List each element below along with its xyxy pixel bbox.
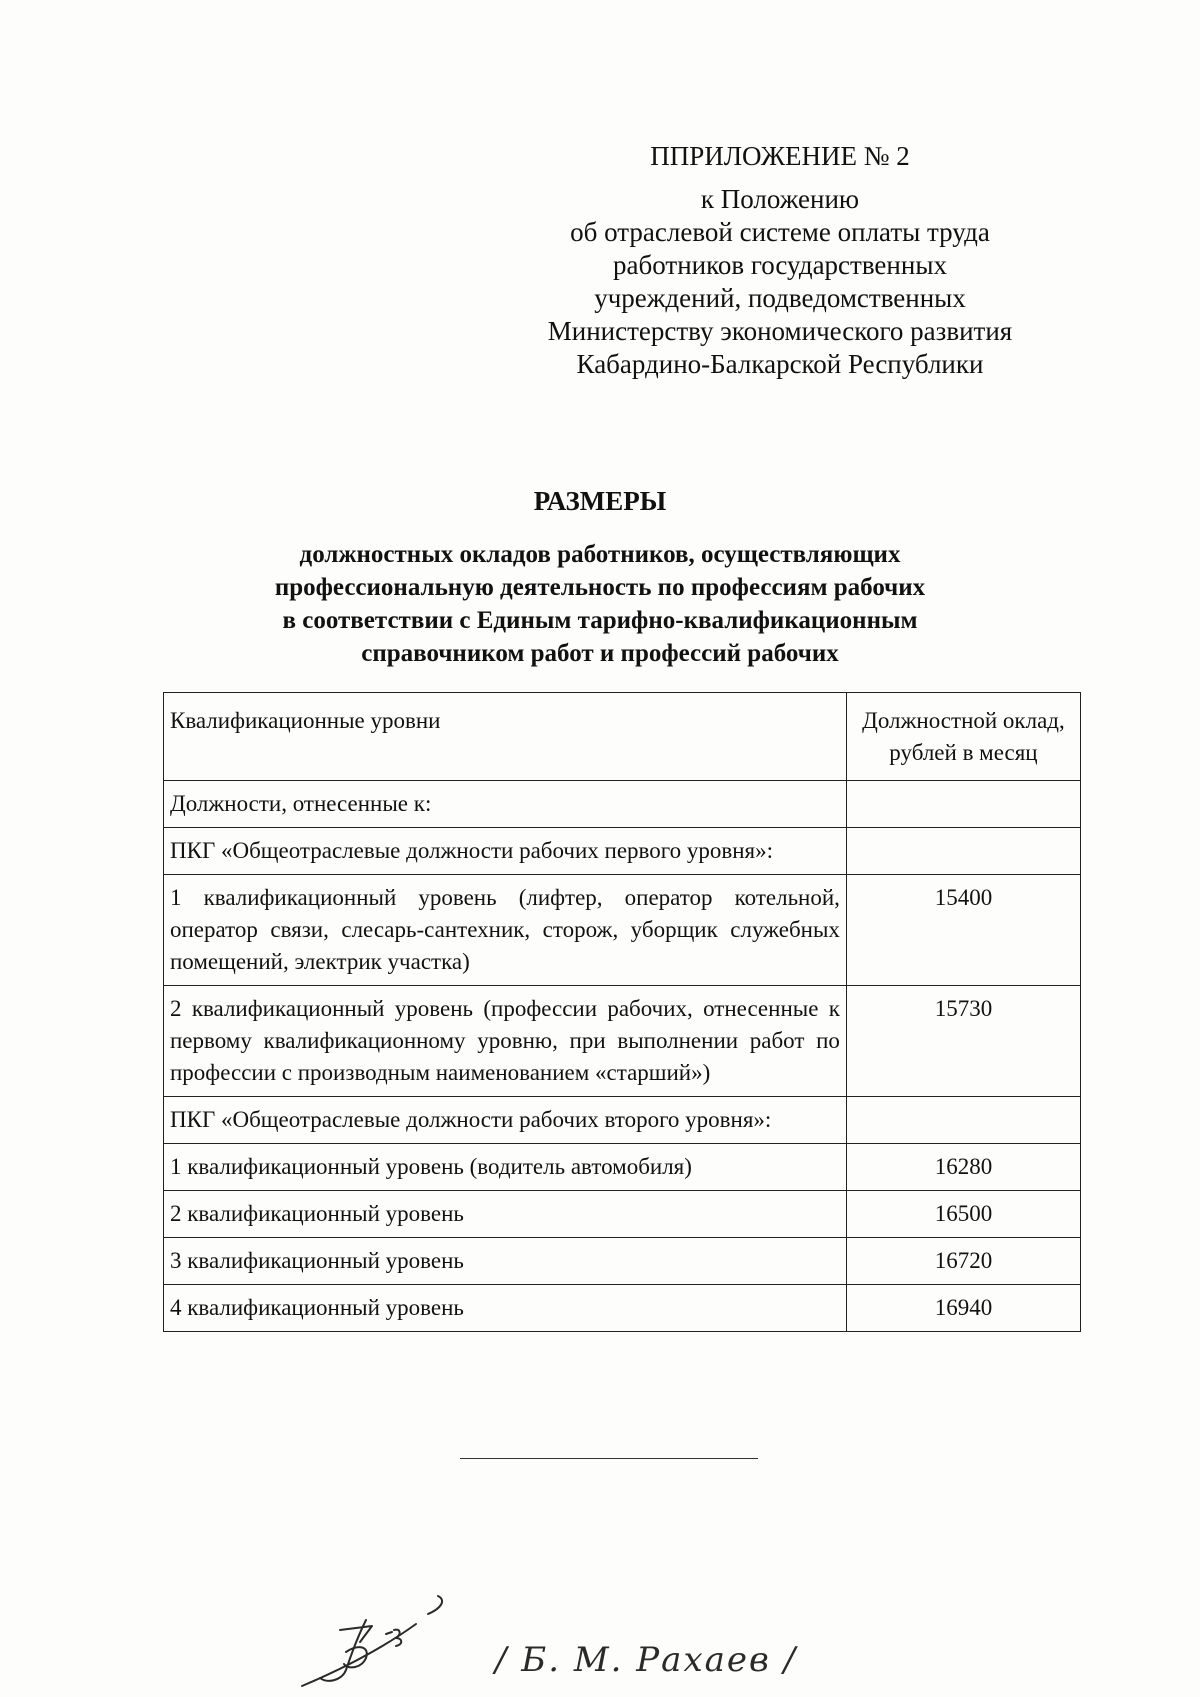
table-row <box>164 1097 1081 1144</box>
table-row <box>164 1144 1081 1191</box>
document-subtitle-line: в соответствии с Единым тарифно-квалификационным <box>282 607 918 634</box>
table-row <box>164 1238 1081 1285</box>
document-subtitle-line: справочником работ и профессий рабочих <box>361 640 839 667</box>
header-qualification-levels: Квалификационные уровни <box>164 693 847 781</box>
row-description: 2 квалификационный уровень <box>164 1191 847 1238</box>
row-salary-value <box>846 781 1080 828</box>
header-salary-line: Должностной оклад, <box>862 708 1065 733</box>
row-description: ПКГ «Общеотраслевые должности рабочих первого уровня»: <box>164 828 847 875</box>
row-description: 4 квалификационный уровень <box>164 1285 847 1332</box>
appendix-line: учреждений, подведомственных <box>594 283 966 313</box>
separator-line <box>460 1458 758 1459</box>
row-description: Должности, отнесенные к: <box>164 781 847 828</box>
row-salary-value <box>846 828 1080 875</box>
table-row <box>164 781 1081 828</box>
header-salary <box>846 693 1080 781</box>
table-row <box>164 875 1081 986</box>
document-heading <box>160 484 1040 670</box>
row-salary-value: 15730 <box>846 986 1080 1097</box>
table-header-row <box>164 693 1081 781</box>
table-row <box>164 986 1081 1097</box>
document-subtitle-line: должностных окладов работников, осуществляющих <box>299 541 901 568</box>
row-description: ПКГ «Общеотраслевые должности рабочих второго уровня»: <box>164 1097 847 1144</box>
row-salary-value <box>846 1097 1080 1144</box>
row-salary-value: 16280 <box>846 1144 1080 1191</box>
document-subtitle-line: профессиональную деятельность по профессиям рабочих <box>274 574 926 601</box>
appendix-title: ППРИЛОЖЕНИЕ № 2 <box>650 141 910 171</box>
signature-name: / Б. М. Рахаев / <box>495 1640 798 1680</box>
row-description: 2 квалификационный уровень (профессии рабочих, отнесенные к первому квалификационному уровню, при выполнении работ по профессии с производным наименованием «старший») <box>164 986 847 1097</box>
row-description: 3 квалификационный уровень <box>164 1238 847 1285</box>
table-row <box>164 1191 1081 1238</box>
appendix-line: Кабардино-Балкарской Республики <box>576 349 984 379</box>
row-description: 1 квалификационный уровень (водитель автомобиля) <box>164 1144 847 1191</box>
document-title: РАЗМЕРЫ <box>533 486 667 516</box>
handwritten-signature <box>300 1590 460 1690</box>
row-description: 1 квалификационный уровень (лифтер, оператор котельной, оператор связи, слесарь-сантехник, сторож, уборщик служебных помещений, электрик участка) <box>164 875 847 986</box>
row-salary-value: 16720 <box>846 1238 1080 1285</box>
row-salary-value: 15400 <box>846 875 1080 986</box>
salary-table <box>163 692 1081 1332</box>
row-salary-value: 16500 <box>846 1191 1080 1238</box>
row-salary-value: 16940 <box>846 1285 1080 1332</box>
appendix-block <box>520 140 1040 381</box>
appendix-line: к Положению <box>700 184 860 214</box>
table-row <box>164 828 1081 875</box>
appendix-line: работников государственных <box>613 250 947 280</box>
appendix-line: Министерству экономического развития <box>547 316 1013 346</box>
header-salary-line: рублей в месяц <box>889 740 1038 765</box>
appendix-line: об отраслевой системе оплаты труда <box>570 217 990 247</box>
table-row <box>164 1285 1081 1332</box>
